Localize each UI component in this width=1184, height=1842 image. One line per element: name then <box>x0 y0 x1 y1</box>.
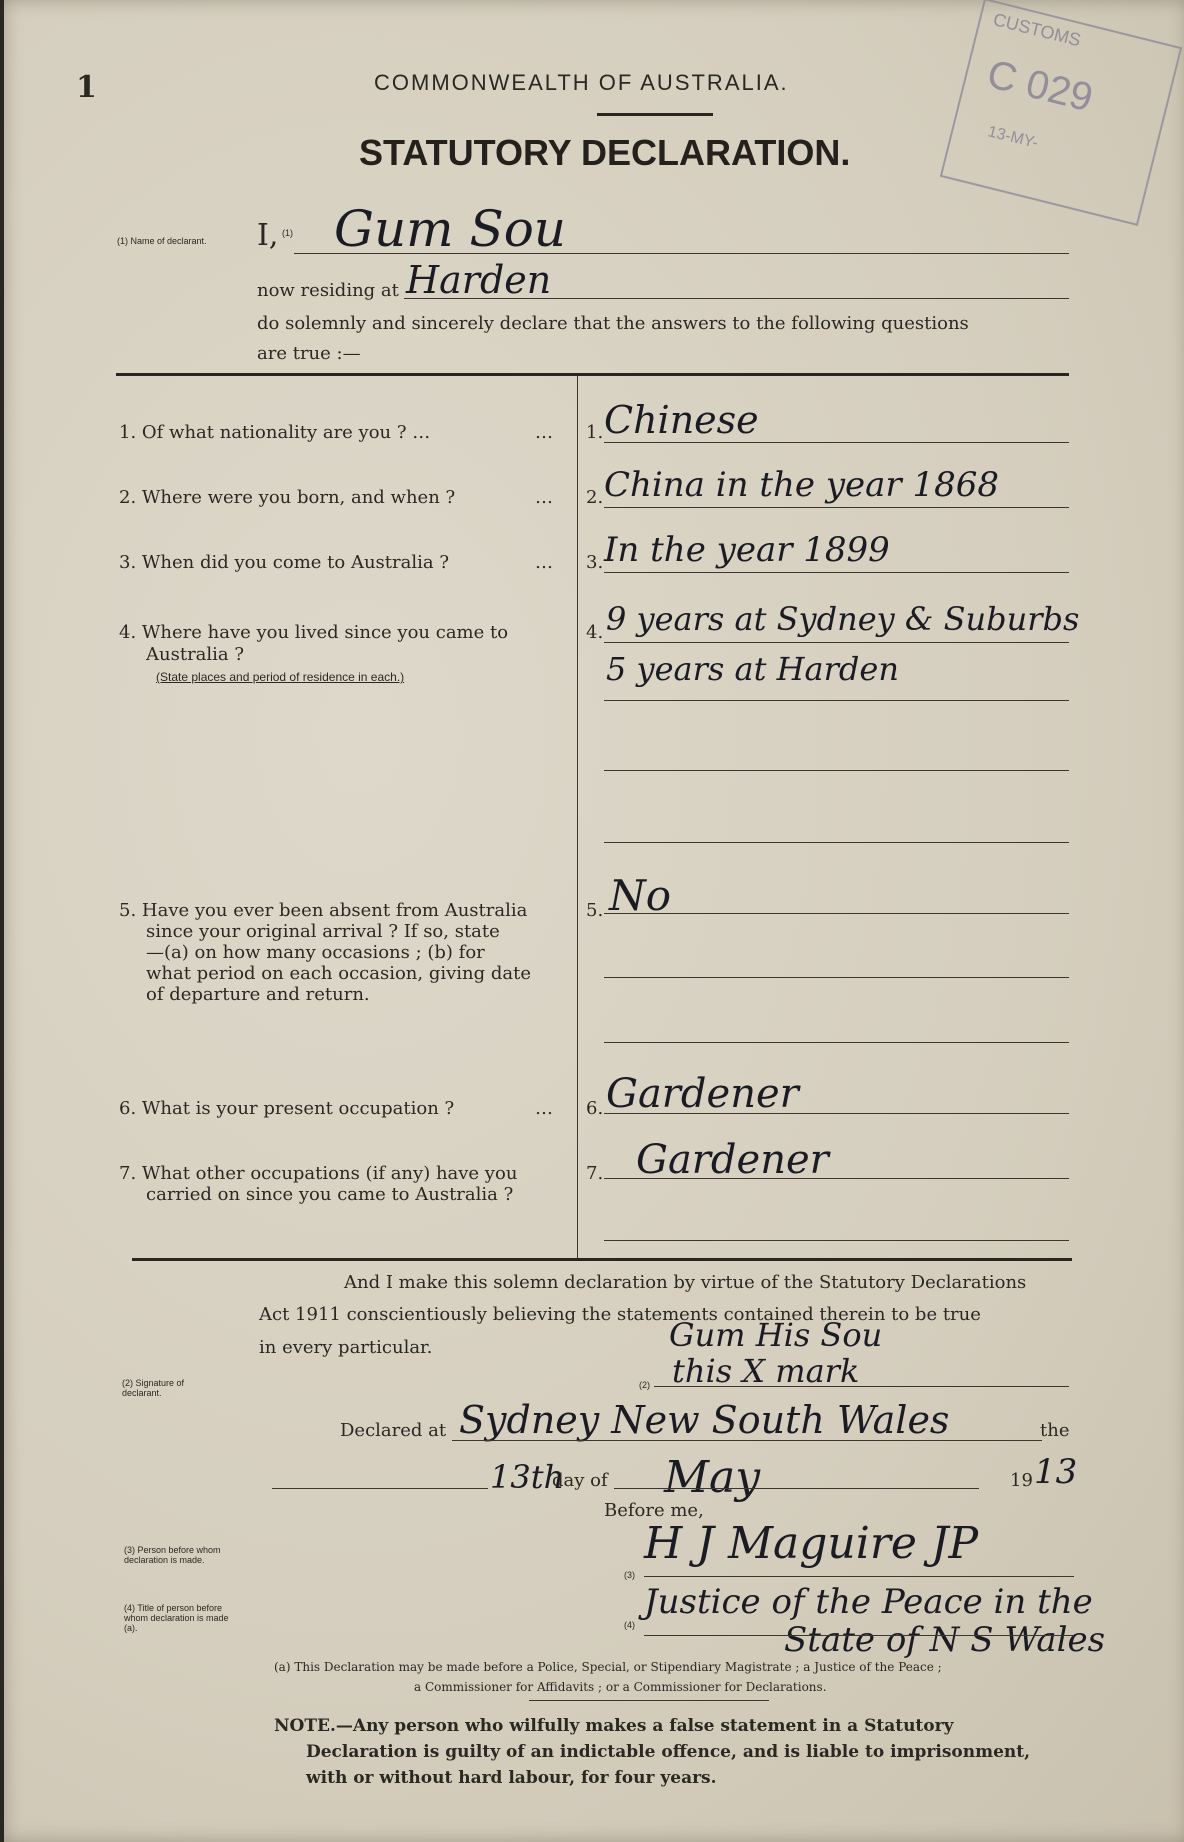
answer-3-line <box>604 572 1069 573</box>
answer-6-line <box>604 1113 1069 1114</box>
day-lead-line <box>272 1488 488 1489</box>
i-text: I, <box>257 218 279 253</box>
answer-1: Chinese <box>604 398 759 442</box>
declarant-name-label: (1) Name of declarant. <box>117 236 207 246</box>
stamp-date: 13-MY- <box>986 123 1040 153</box>
answer-4-line-c <box>604 770 1069 771</box>
official-name: H J Maguire JP <box>644 1518 979 1569</box>
answer-1-line <box>604 442 1069 443</box>
footnote-a-line-1: (a) This Declaration may be made before a Police, Special, or Stipendiary Magistrate ; a Justice of the Peace ; <box>274 1660 942 1674</box>
question-4-note: (State places and period of residence in each.) <box>156 670 405 684</box>
answer-4-line-d <box>604 842 1069 843</box>
question-3-dots: … <box>535 552 553 573</box>
signature-bottom: this X mark <box>672 1352 860 1390</box>
residence-value: Harden <box>406 258 552 302</box>
note-line-2: Declaration is guilty of an indictable offence, and is liable to imprisonment, <box>306 1742 1031 1762</box>
official-title-label: (4) Title of person before whom declaration is made (a). <box>124 1603 229 1633</box>
question-1-dots: … <box>535 422 553 443</box>
column-divider <box>577 376 578 1258</box>
declare-text-2: are true :— <box>257 343 361 364</box>
signature-line <box>654 1386 1069 1387</box>
residence-line <box>404 298 1069 299</box>
commonwealth-heading: COMMONWEALTH OF AUSTRALIA. <box>374 70 789 95</box>
closing-text-3: in every particular. <box>259 1337 433 1358</box>
answer-4-num: 4. <box>586 622 604 643</box>
question-4-line-2: Australia ? <box>146 644 245 665</box>
answer-5-num: 5. <box>586 900 604 921</box>
answer-4-line-b <box>604 700 1069 701</box>
question-5-line-5: of departure and return. <box>146 984 370 1005</box>
answer-7-num: 7. <box>586 1163 604 1184</box>
question-5-line-1: 5. Have you ever been absent from Australia <box>119 900 528 921</box>
answer-4-line-2: 5 years at Harden <box>606 650 899 688</box>
ref-2: (2) <box>639 1380 650 1390</box>
answer-4-line-1: 9 years at Sydney & Suburbs <box>606 600 1080 638</box>
official-title-line-2: State of N S Wales <box>784 1620 1106 1660</box>
year-prefix: 19 <box>1010 1470 1033 1491</box>
ref-1: (1) <box>282 228 293 238</box>
answer-4-line-a <box>604 642 1069 643</box>
ref-4: (4) <box>624 1620 635 1630</box>
question-6-dots: … <box>535 1098 553 1119</box>
month-line <box>614 1488 979 1489</box>
note-line-3: with or without hard labour, for four years. <box>306 1768 717 1788</box>
question-1: 1. Of what nationality are you ? … <box>119 422 431 443</box>
answer-6: Gardener <box>606 1071 799 1117</box>
footnote-a-line-2: a Commissioner for Affidavits ; or a Commissioner for Declarations. <box>414 1680 827 1694</box>
answer-5-line-c <box>604 1042 1069 1043</box>
footnote-rule <box>529 1700 769 1701</box>
closing-text-1: And I make this solemn declaration by virtue of the Statutory Declarations <box>344 1272 1027 1293</box>
answer-2-line <box>604 507 1069 508</box>
official-name-line <box>644 1576 1074 1577</box>
the-text: the <box>1040 1420 1070 1441</box>
year-suffix: 13 <box>1034 1452 1078 1492</box>
document-title: STATUTORY DECLARATION. <box>359 132 851 173</box>
declared-at-label: Declared at <box>340 1420 447 1441</box>
signature-top: Gum His Sou <box>669 1316 883 1354</box>
day-value: 13th <box>490 1458 565 1496</box>
answer-5-line-b <box>604 977 1069 978</box>
question-3: 3. When did you come to Australia ? <box>119 552 449 573</box>
section-rule-bottom <box>132 1258 1072 1261</box>
stamp-top-text: CUSTOMS <box>991 9 1083 51</box>
answer-7: Gardener <box>636 1137 829 1183</box>
month-value: May <box>664 1452 761 1503</box>
stamp-code: C 029 <box>982 51 1098 121</box>
question-5-line-4: what period on each occasion, giving date <box>146 963 532 984</box>
declared-place: Sydney New South Wales <box>459 1398 950 1442</box>
declarant-name: Gum Sou <box>334 200 567 258</box>
signature-label: (2) Signature of declarant. <box>122 1378 185 1398</box>
question-5-line-3: —(a) on how many occasions ; (b) for <box>146 942 485 963</box>
customs-stamp <box>940 0 1182 226</box>
question-2-dots: … <box>535 487 553 508</box>
answer-1-num: 1. <box>586 422 604 443</box>
question-7-line-1: 7. What other occupations (if any) have you <box>119 1163 518 1184</box>
answer-2-num: 2. <box>586 487 604 508</box>
residing-label: now residing at <box>257 280 399 301</box>
person-label: (3) Person before whom declaration is made. <box>124 1545 221 1565</box>
note-line-1: NOTE.—Any person who wilfully makes a false statement in a Statutory <box>274 1716 954 1736</box>
answer-7-line-a <box>604 1178 1069 1179</box>
question-7-line-2: carried on since you came to Australia ? <box>146 1184 514 1205</box>
answer-7-line-b <box>604 1240 1069 1241</box>
before-me-label: Before me, <box>604 1500 704 1521</box>
answer-3: In the year 1899 <box>604 530 890 570</box>
page-mark: 1 <box>76 70 97 105</box>
ref-3: (3) <box>624 1570 635 1580</box>
official-title-line <box>644 1635 1074 1636</box>
day-of-label: day of <box>552 1470 608 1491</box>
heading-rule <box>597 113 713 116</box>
answer-2: China in the year 1868 <box>604 465 1000 505</box>
answer-5: No <box>609 871 672 920</box>
closing-text-2: Act 1911 conscientiously believing the statements contained therein to be true <box>259 1304 981 1325</box>
answer-3-num: 3. <box>586 552 604 573</box>
answer-6-num: 6. <box>586 1098 604 1119</box>
official-title-line-1: Justice of the Peace in the <box>644 1582 1093 1622</box>
question-5-line-2: since your original arrival ? If so, state <box>146 921 500 942</box>
section-rule-top <box>116 373 1069 376</box>
declare-text-1: do solemnly and sincerely declare that the answers to the following questions <box>257 313 969 334</box>
question-2: 2. Where were you born, and when ? <box>119 487 456 508</box>
answer-5-line-a <box>604 913 1069 914</box>
question-6: 6. What is your present occupation ? <box>119 1098 455 1119</box>
name-line <box>294 253 1069 254</box>
question-4-line-1: 4. Where have you lived since you came to <box>119 622 509 643</box>
declared-place-line <box>452 1440 1042 1441</box>
